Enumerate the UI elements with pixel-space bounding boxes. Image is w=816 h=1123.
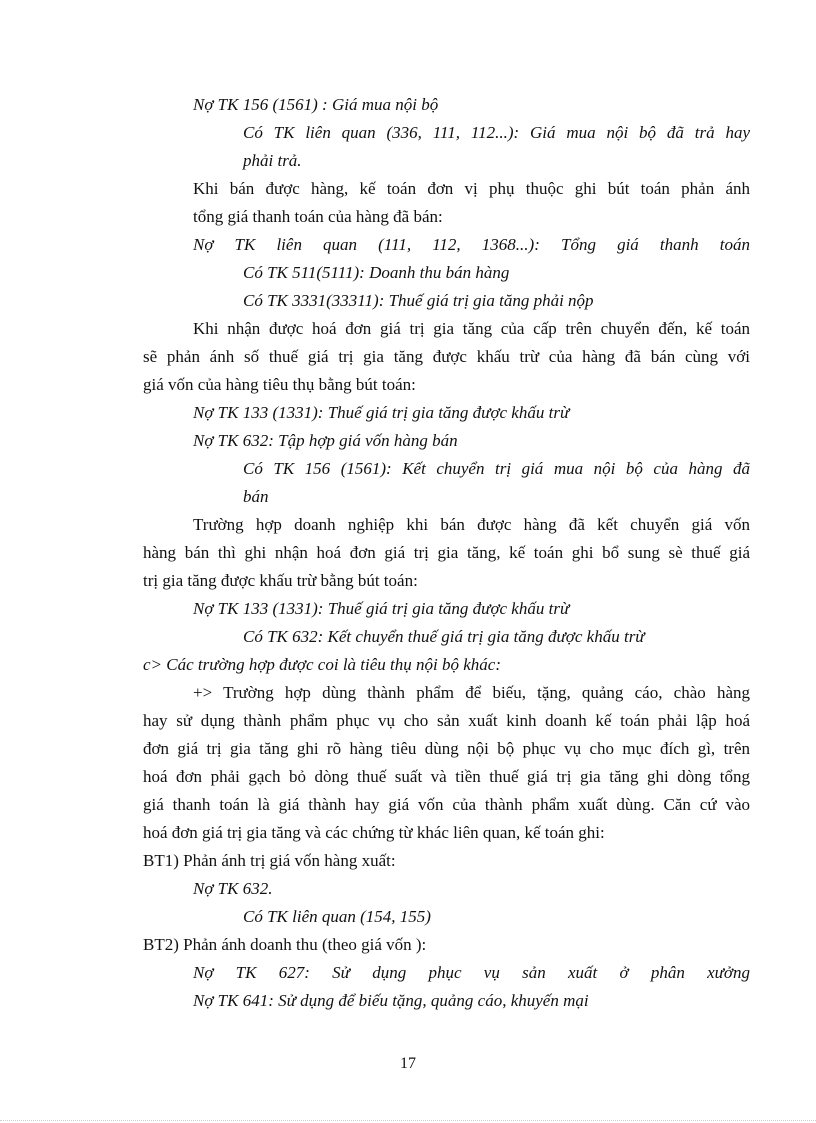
paragraph-line: sẽ phản ánh số thuế giá trị gia tăng được khấu trừ của hàng đã bán cùng với [143, 347, 750, 366]
paragraph-line: trị gia tăng được khấu trừ bằng bút toán: [143, 571, 418, 590]
paragraph-line: Trường hợp doanh nghiệp khi bán được hàng đã kết chuyển giá vốn [193, 515, 750, 534]
page-bottom-divider [0, 1120, 816, 1121]
section-heading: c> Các trường hợp được coi là tiêu thụ nội bộ khác: [143, 655, 501, 674]
step-heading: BT1) Phản ánh trị giá vốn hàng xuất: [143, 851, 396, 870]
step-heading: BT2) Phản ánh doanh thu (theo giá vốn ): [143, 935, 427, 954]
entry-debit-line: Nợ TK 641: Sử dụng để biếu tặng, quảng cáo, khuyến mại [193, 991, 589, 1010]
entry-debit-line: Nợ TK 627: Sử dụng phục vụ sản xuất ở phân xưởng [193, 963, 750, 982]
entry-debit-line: Nợ TK 632: Tập hợp giá vốn hàng bán [193, 431, 458, 450]
entry-credit-line: Có TK 632: Kết chuyển thuế giá trị gia tăng được khấu trừ [243, 627, 645, 646]
entry-credit-line: Có TK liên quan (154, 155) [243, 907, 431, 926]
paragraph-line: Khi bán được hàng, kế toán đơn vị phụ thuộc ghi bút toán phản ánh [193, 179, 750, 198]
paragraph-line: hay sử dụng thành phẩm phục vụ cho sản xuất kinh doanh kế toán phải lập hoá [143, 711, 750, 730]
entry-credit-line: Có TK 156 (1561): Kết chuyển trị giá mua nội bộ của hàng đã [243, 459, 750, 478]
page-number: 17 [400, 1055, 416, 1072]
entry-debit-line: Nợ TK 133 (1331): Thuế giá trị gia tăng được khấu trừ [193, 599, 570, 618]
paragraph-line: Khi nhận được hoá đơn giá trị gia tăng của cấp trên chuyển đến, kế toán [193, 319, 750, 338]
entry-credit-line: Có TK liên quan (336, 111, 112...): Giá mua nội bộ đã trả hay [243, 123, 750, 142]
paragraph-line: hoá đơn giá trị gia tăng và các chứng từ khác liên quan, kế toán ghi: [143, 823, 605, 842]
entry-continuation-line: phải trả. [243, 151, 302, 170]
paragraph-line: hoá đơn phải gạch bỏ dòng thuế suất và tiền thuế giá trị gia tăng ghi dòng tổng [143, 767, 750, 786]
paragraph-line: tổng giá thanh toán của hàng đã bán: [193, 207, 443, 226]
entry-debit-line: Nợ TK 133 (1331): Thuế giá trị gia tăng được khấu trừ [193, 403, 570, 422]
paragraph-line: hàng bán thì ghi nhận hoá đơn giá trị gia tăng, kế toán ghi bổ sung sè thuế giá [143, 543, 750, 562]
paragraph-line: đơn giá trị gia tăng ghi rõ hàng tiêu dùng nội bộ phục vụ cho mục đích gì, trên [143, 739, 750, 758]
paragraph-line: giá vốn của hàng tiêu thụ bằng bút toán: [143, 375, 416, 394]
entry-credit-line: Có TK 511(5111): Doanh thu bán hàng [243, 263, 510, 282]
entry-credit-line: Có TK 3331(33311): Thuế giá trị gia tăng phải nộp [243, 291, 594, 310]
paragraph-line: giá thanh toán là giá thành hay giá vốn của thành phẩm xuất dùng. Căn cứ vào [143, 795, 750, 814]
entry-continuation-line: bán [243, 487, 269, 506]
entry-debit-line: Nợ TK 156 (1561) : Giá mua nội bộ [193, 95, 439, 114]
entry-debit-line: Nợ TK 632. [193, 879, 273, 898]
paragraph-line: +> Trường hợp dùng thành phẩm để biếu, tặng, quảng cáo, chào hàng [193, 683, 750, 702]
entry-debit-line: Nợ TK liên quan (111, 112, 1368...): Tổng giá thanh toán [193, 235, 750, 254]
